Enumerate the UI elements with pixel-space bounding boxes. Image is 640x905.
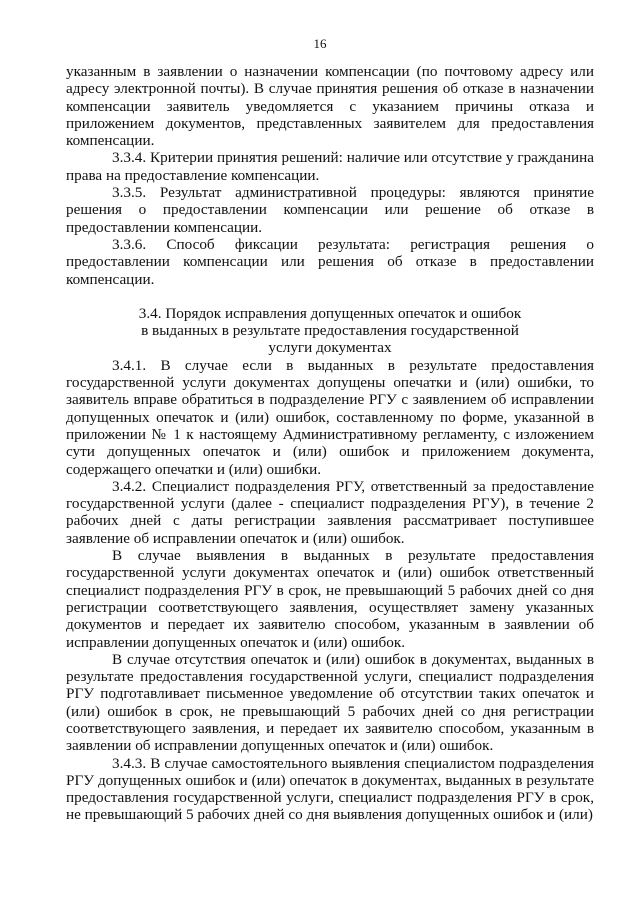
- paragraph-3-4-3: 3.4.3. В случае самостоятельного выявления специалистом подразделения РГУ допущенных ошибок и (или) опечаток в документах, выданных в результате предоставления государственной услуги, специалист подразделения РГУ в срок, не превышающий 5 рабочих дней со дня выявления допущенных ошибок и (или): [66, 754, 594, 824]
- paragraph-3-3-6: 3.3.6. Способ фиксации результата: регистрация решения о предоставлении компенсации или решения об отказе в предоставлении компенсации.: [66, 235, 594, 288]
- paragraph-no-errors: В случае отсутствия опечаток и (или) ошибок в документах, выданных в результате предоставления государственной услуги, специалист подразделения РГУ подготавливает письменное уведомление об отсутствии таких опечаток и (или) ошибок в срок, не превышающий 5 рабочих дней со дня регистрации соответствующего заявления, и передает их заявителю способом, указанным в заявлении об исправлении допущенных опечаток и (или) ошибок.: [66, 650, 594, 755]
- paragraph-3-3-4: 3.3.4. Критерии принятия решений: наличие или отсутствие у гражданина права на предоставление компенсации.: [66, 149, 594, 184]
- paragraph-3-4-1: 3.4.1. В случае если в выданных в результате предоставления государственной услуги документах допущены опечатки и (или) ошибки, то заявитель вправе обратиться в подразделение РГУ с заявлением об исправлении допущенных опечаток и (или) ошибок, составленному по форме, указанной в приложении № 1 к настоящему Административному регламенту, с изложением сути допущенных опечаток и (или) ошибок и приложением документа, содержащего опечатки и (или) ошибки.: [66, 356, 594, 478]
- section-heading-3-4: 3.4. Порядок исправления допущенных опечаток и ошибок в выданных в результате предоставления государственной услуги документах: [138, 304, 522, 357]
- paragraph-continuation: указанным в заявлении о назначении компенсации (по почтовому адресу или адресу электронной почты). В случае принятия решения об отказе в назначении компенсации заявитель уведомляется с указанием причины отказа и приложением документов, представленных заявителем для предоставления компенсации.: [66, 63, 594, 150]
- document-body: [66, 63, 594, 824]
- paragraph-3-4-2: 3.4.2. Специалист подразделения РГУ, ответственный за предоставление государственной услуги (далее - специалист подразделения РГУ), в течение 2 рабочих дней с даты регистрации заявления рассматривает поступившее заявление об исправлении опечаток и (или) ошибок.: [66, 477, 594, 547]
- page-number: 16: [313, 36, 327, 51]
- paragraph-errors-found: В случае выявления в выданных в результате предоставления государственной услуги документах опечаток и (или) ошибок ответственный специалист подразделения РГУ в срок, не превышающий 5 рабочих дней со дня регистрации соответствующего заявления, осуществляет замену указанных документов и передает их заявителю способом, указанным в заявлении об исправлении допущенных опечаток и (или) ошибок.: [66, 547, 594, 651]
- paragraph-3-3-5: 3.3.5. Результат административной процедуры: являются принятие решения о предоставлении компенсации или решение об отказе в предоставлении компенсации.: [66, 184, 594, 236]
